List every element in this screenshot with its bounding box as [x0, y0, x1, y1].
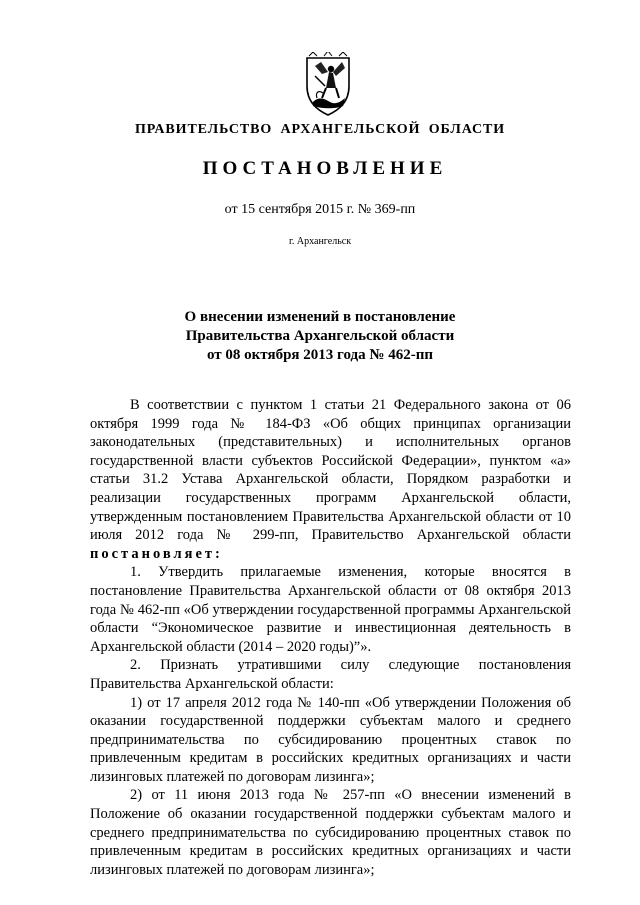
title-line-2: Правительства Архангельской области — [185, 328, 455, 344]
document-place: г. Архангельск — [288, 236, 352, 247]
preamble-paragraph — [90, 396, 571, 563]
item-2-2-paragraph: 2) от 11 июня 2013 года № 257-пп «О внесении изменений в Положение об оказании государственной поддержки субъектам малого и среднего предпринимательства по субсидированию процентных ставок по привлеченным кредитам в российских кредитных организациях и части лизинговых платежей по договорам лизинга»; — [90, 787, 571, 878]
item-2-1-paragraph: 1) от 17 апреля 2012 года № 140-пп «Об утверждении Положения об оказании государственной поддержки субъектам малого и среднего предпринимательства по субсидированию процентных ставок по привлеченным кредитам в российских кредитных организациях и части лизинговых платежей по договорам лизинга»; — [90, 694, 571, 785]
decree-colon: : — [215, 545, 220, 562]
title-line-3: от 08 октября 2013 года № 462-пп — [206, 347, 433, 363]
government-name: ПРАВИТЕЛЬСТВО АРХАНГЕЛЬСКОЙ ОБЛАСТИ — [134, 122, 506, 137]
document-body — [90, 396, 571, 879]
item-2-paragraph: 2. Признать утратившими силу следующие постановления Правительства Архангельской области: — [90, 657, 571, 692]
document-title — [0, 308, 640, 365]
item-1-paragraph: 1. Утвердить прилагаемые изменения, которые вносятся в постановление Правительства Архангельской области от 08 октября 2013 года № 462-пп «Об утверждении государственной программы Архангельской области “Экономическое развитие и инвестиционная деятельность в Архангельской области (2014 – 2020 годы)”». — [90, 564, 571, 655]
title-line-1: О внесении изменений в постановление — [184, 309, 456, 325]
document-type: ПОСТАНОВЛЕНИЕ — [202, 158, 448, 179]
arkhangelsk-coat-of-arms-icon — [295, 52, 361, 118]
preamble-text: В соответствии с пунктом 1 статьи 21 Федерального закона от 06 октября 1999 года № 184-ФЗ «Об общих принципах организации законодательных (представительных) и исполнительных органов государственной власти субъектов Российской Федерации», пунктом «а» статьи 31.2 Устава Архангельской области, Порядком разработки и реализации государственных программ Архангельской области, утвержденным постановлением Правительства Архангельской области от 10 июля 2012 года № 299-пп, Правительство Архангельской области — [90, 397, 571, 544]
decree-word: постановляет — [90, 545, 216, 562]
document-date-number: от 15 сентября 2015 г. № 369-пп — [224, 202, 416, 217]
